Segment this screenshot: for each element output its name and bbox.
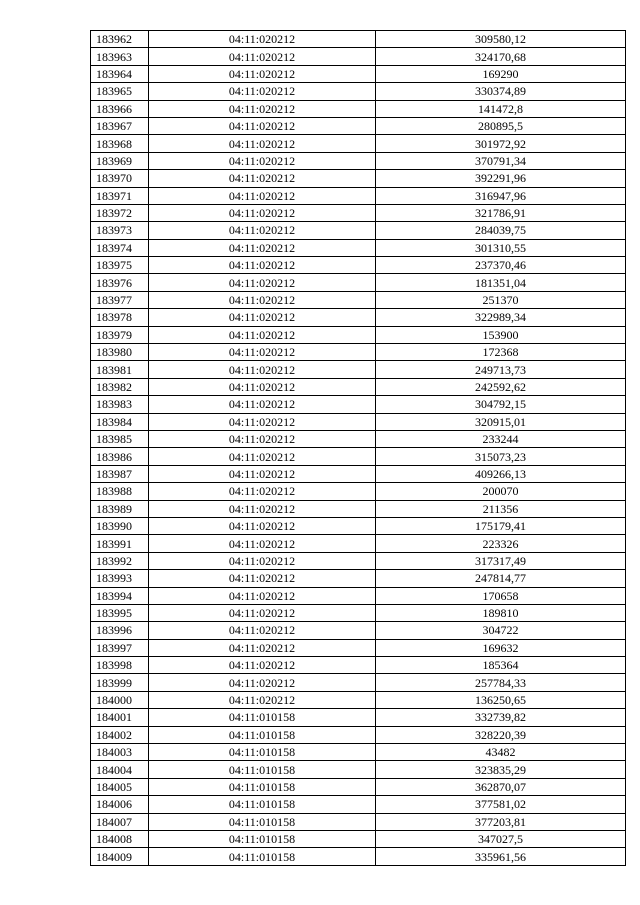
table-row: [91, 117, 626, 134]
table-row: [91, 100, 626, 117]
amount-cell: 370791,34: [376, 152, 626, 169]
cadastral-code-cell: 04:11:020212: [149, 361, 376, 378]
table-row: [91, 344, 626, 361]
amount-cell: 321786,91: [376, 204, 626, 221]
cadastral-code-cell: 04:11:020212: [149, 622, 376, 639]
amount-cell: 322989,34: [376, 309, 626, 326]
cadastral-code-cell: 04:11:020212: [149, 257, 376, 274]
row-id-cell: 184003: [91, 744, 149, 761]
table-row: [91, 639, 626, 656]
data-table: [90, 30, 626, 866]
cadastral-code-cell: 04:11:020212: [149, 326, 376, 343]
cadastral-code-cell: 04:11:010158: [149, 796, 376, 813]
table-row: [91, 361, 626, 378]
row-id-cell: 184008: [91, 830, 149, 847]
cadastral-code-cell: 04:11:020212: [149, 604, 376, 621]
table-row: [91, 48, 626, 65]
row-id-cell: 183969: [91, 152, 149, 169]
row-id-cell: 183970: [91, 170, 149, 187]
table-row: [91, 378, 626, 395]
cadastral-code-cell: 04:11:020212: [149, 465, 376, 482]
amount-cell: 200070: [376, 483, 626, 500]
cadastral-code-cell: 04:11:020212: [149, 239, 376, 256]
amount-cell: 284039,75: [376, 222, 626, 239]
cadastral-code-cell: 04:11:020212: [149, 587, 376, 604]
cadastral-code-cell: 04:11:020212: [149, 222, 376, 239]
table-row: [91, 517, 626, 534]
table-row: [91, 726, 626, 743]
amount-cell: 189810: [376, 604, 626, 621]
row-id-cell: 183983: [91, 396, 149, 413]
row-id-cell: 184000: [91, 691, 149, 708]
cadastral-code-cell: 04:11:020212: [149, 152, 376, 169]
amount-cell: 324170,68: [376, 48, 626, 65]
row-id-cell: 183964: [91, 65, 149, 82]
amount-cell: 257784,33: [376, 674, 626, 691]
row-id-cell: 183985: [91, 430, 149, 447]
table-row: [91, 257, 626, 274]
row-id-cell: 183976: [91, 274, 149, 291]
table-row: [91, 587, 626, 604]
cadastral-code-cell: 04:11:020212: [149, 204, 376, 221]
table-row: [91, 291, 626, 308]
amount-cell: 237370,46: [376, 257, 626, 274]
row-id-cell: 184004: [91, 761, 149, 778]
table-row: [91, 796, 626, 813]
table-row: [91, 674, 626, 691]
amount-cell: 153900: [376, 326, 626, 343]
cadastral-code-cell: 04:11:020212: [149, 396, 376, 413]
cadastral-code-cell: 04:11:020212: [149, 83, 376, 100]
row-id-cell: 183963: [91, 48, 149, 65]
cadastral-code-cell: 04:11:010158: [149, 830, 376, 847]
row-id-cell: 183988: [91, 483, 149, 500]
table-row: [91, 326, 626, 343]
row-id-cell: 183990: [91, 517, 149, 534]
row-id-cell: 183992: [91, 552, 149, 569]
table-row: [91, 813, 626, 830]
row-id-cell: 183989: [91, 500, 149, 517]
amount-cell: 242592,62: [376, 378, 626, 395]
cadastral-code-cell: 04:11:020212: [149, 344, 376, 361]
table-row: [91, 170, 626, 187]
row-id-cell: 183997: [91, 639, 149, 656]
cadastral-code-cell: 04:11:020212: [149, 674, 376, 691]
cadastral-code-cell: 04:11:010158: [149, 744, 376, 761]
row-id-cell: 183991: [91, 535, 149, 552]
table-row: [91, 709, 626, 726]
amount-cell: 317317,49: [376, 552, 626, 569]
cadastral-code-cell: 04:11:010158: [149, 709, 376, 726]
row-id-cell: 183979: [91, 326, 149, 343]
amount-cell: 249713,73: [376, 361, 626, 378]
row-id-cell: 183999: [91, 674, 149, 691]
cadastral-code-cell: 04:11:020212: [149, 500, 376, 517]
amount-cell: 309580,12: [376, 31, 626, 48]
amount-cell: 136250,65: [376, 691, 626, 708]
amount-cell: 169632: [376, 639, 626, 656]
row-id-cell: 183980: [91, 344, 149, 361]
table-row: [91, 83, 626, 100]
table-row: [91, 204, 626, 221]
table-body: [91, 31, 626, 866]
cadastral-code-cell: 04:11:020212: [149, 100, 376, 117]
amount-cell: 320915,01: [376, 413, 626, 430]
row-id-cell: 184001: [91, 709, 149, 726]
table-row: [91, 761, 626, 778]
row-id-cell: 183966: [91, 100, 149, 117]
row-id-cell: 183982: [91, 378, 149, 395]
cadastral-code-cell: 04:11:010158: [149, 813, 376, 830]
amount-cell: 335961,56: [376, 848, 626, 865]
row-id-cell: 184009: [91, 848, 149, 865]
row-id-cell: 184006: [91, 796, 149, 813]
row-id-cell: 183986: [91, 448, 149, 465]
amount-cell: 362870,07: [376, 778, 626, 795]
cadastral-code-cell: 04:11:020212: [149, 65, 376, 82]
table-row: [91, 135, 626, 152]
amount-cell: 185364: [376, 657, 626, 674]
table-row: [91, 31, 626, 48]
amount-cell: 251370: [376, 291, 626, 308]
amount-cell: 304792,15: [376, 396, 626, 413]
table-row: [91, 604, 626, 621]
table-row: [91, 552, 626, 569]
row-id-cell: 184002: [91, 726, 149, 743]
row-id-cell: 183974: [91, 239, 149, 256]
row-id-cell: 183968: [91, 135, 149, 152]
table-row: [91, 535, 626, 552]
row-id-cell: 183978: [91, 309, 149, 326]
amount-cell: 301310,55: [376, 239, 626, 256]
row-id-cell: 183972: [91, 204, 149, 221]
amount-cell: 170658: [376, 587, 626, 604]
cadastral-code-cell: 04:11:020212: [149, 639, 376, 656]
amount-cell: 409266,13: [376, 465, 626, 482]
amount-cell: 175179,41: [376, 517, 626, 534]
cadastral-code-cell: 04:11:020212: [149, 274, 376, 291]
row-id-cell: 183975: [91, 257, 149, 274]
row-id-cell: 183962: [91, 31, 149, 48]
row-id-cell: 183965: [91, 83, 149, 100]
amount-cell: 316947,96: [376, 187, 626, 204]
table-row: [91, 396, 626, 413]
amount-cell: 43482: [376, 744, 626, 761]
table-row: [91, 309, 626, 326]
row-id-cell: 183967: [91, 117, 149, 134]
cadastral-code-cell: 04:11:020212: [149, 135, 376, 152]
table-row: [91, 500, 626, 517]
table-row: [91, 657, 626, 674]
cadastral-code-cell: 04:11:020212: [149, 187, 376, 204]
row-id-cell: 183993: [91, 570, 149, 587]
amount-cell: 304722: [376, 622, 626, 639]
amount-cell: 223326: [376, 535, 626, 552]
table-row: [91, 830, 626, 847]
cadastral-code-cell: 04:11:010158: [149, 761, 376, 778]
amount-cell: 377203,81: [376, 813, 626, 830]
row-id-cell: 183995: [91, 604, 149, 621]
amount-cell: 330374,89: [376, 83, 626, 100]
cadastral-code-cell: 04:11:020212: [149, 117, 376, 134]
row-id-cell: 183973: [91, 222, 149, 239]
cadastral-code-cell: 04:11:020212: [149, 552, 376, 569]
amount-cell: 328220,39: [376, 726, 626, 743]
row-id-cell: 183994: [91, 587, 149, 604]
table-row: [91, 570, 626, 587]
row-id-cell: 184007: [91, 813, 149, 830]
table-row: [91, 744, 626, 761]
row-id-cell: 183977: [91, 291, 149, 308]
table-row: [91, 483, 626, 500]
cadastral-code-cell: 04:11:010158: [149, 778, 376, 795]
cadastral-code-cell: 04:11:010158: [149, 726, 376, 743]
cadastral-code-cell: 04:11:020212: [149, 291, 376, 308]
table-row: [91, 622, 626, 639]
amount-cell: 301972,92: [376, 135, 626, 152]
row-id-cell: 183984: [91, 413, 149, 430]
amount-cell: 172368: [376, 344, 626, 361]
cadastral-code-cell: 04:11:020212: [149, 48, 376, 65]
cadastral-code-cell: 04:11:020212: [149, 413, 376, 430]
cadastral-code-cell: 04:11:020212: [149, 535, 376, 552]
table-row: [91, 187, 626, 204]
table-row: [91, 430, 626, 447]
table-row: [91, 465, 626, 482]
cadastral-code-cell: 04:11:020212: [149, 570, 376, 587]
table-row: [91, 413, 626, 430]
amount-cell: 332739,82: [376, 709, 626, 726]
amount-cell: 280895,5: [376, 117, 626, 134]
cadastral-code-cell: 04:11:020212: [149, 430, 376, 447]
row-id-cell: 183971: [91, 187, 149, 204]
amount-cell: 169290: [376, 65, 626, 82]
amount-cell: 347027,5: [376, 830, 626, 847]
cadastral-code-cell: 04:11:020212: [149, 378, 376, 395]
cadastral-code-cell: 04:11:020212: [149, 170, 376, 187]
amount-cell: 211356: [376, 500, 626, 517]
cadastral-code-cell: 04:11:020212: [149, 31, 376, 48]
cadastral-code-cell: 04:11:020212: [149, 309, 376, 326]
cadastral-code-cell: 04:11:020212: [149, 657, 376, 674]
table-row: [91, 239, 626, 256]
table-row: [91, 152, 626, 169]
row-id-cell: 183981: [91, 361, 149, 378]
amount-cell: 181351,04: [376, 274, 626, 291]
row-id-cell: 183996: [91, 622, 149, 639]
row-id-cell: 183998: [91, 657, 149, 674]
table-row: [91, 65, 626, 82]
table-row: [91, 222, 626, 239]
table-row: [91, 691, 626, 708]
amount-cell: 141472,8: [376, 100, 626, 117]
table-row: [91, 848, 626, 865]
amount-cell: 247814,77: [376, 570, 626, 587]
amount-cell: 392291,96: [376, 170, 626, 187]
table-row: [91, 448, 626, 465]
cadastral-code-cell: 04:11:020212: [149, 691, 376, 708]
amount-cell: 323835,29: [376, 761, 626, 778]
cadastral-code-cell: 04:11:020212: [149, 448, 376, 465]
cadastral-code-cell: 04:11:020212: [149, 483, 376, 500]
row-id-cell: 183987: [91, 465, 149, 482]
table-row: [91, 274, 626, 291]
row-id-cell: 184005: [91, 778, 149, 795]
cadastral-code-cell: 04:11:010158: [149, 848, 376, 865]
amount-cell: 233244: [376, 430, 626, 447]
table-row: [91, 778, 626, 795]
amount-cell: 315073,23: [376, 448, 626, 465]
amount-cell: 377581,02: [376, 796, 626, 813]
cadastral-code-cell: 04:11:020212: [149, 517, 376, 534]
